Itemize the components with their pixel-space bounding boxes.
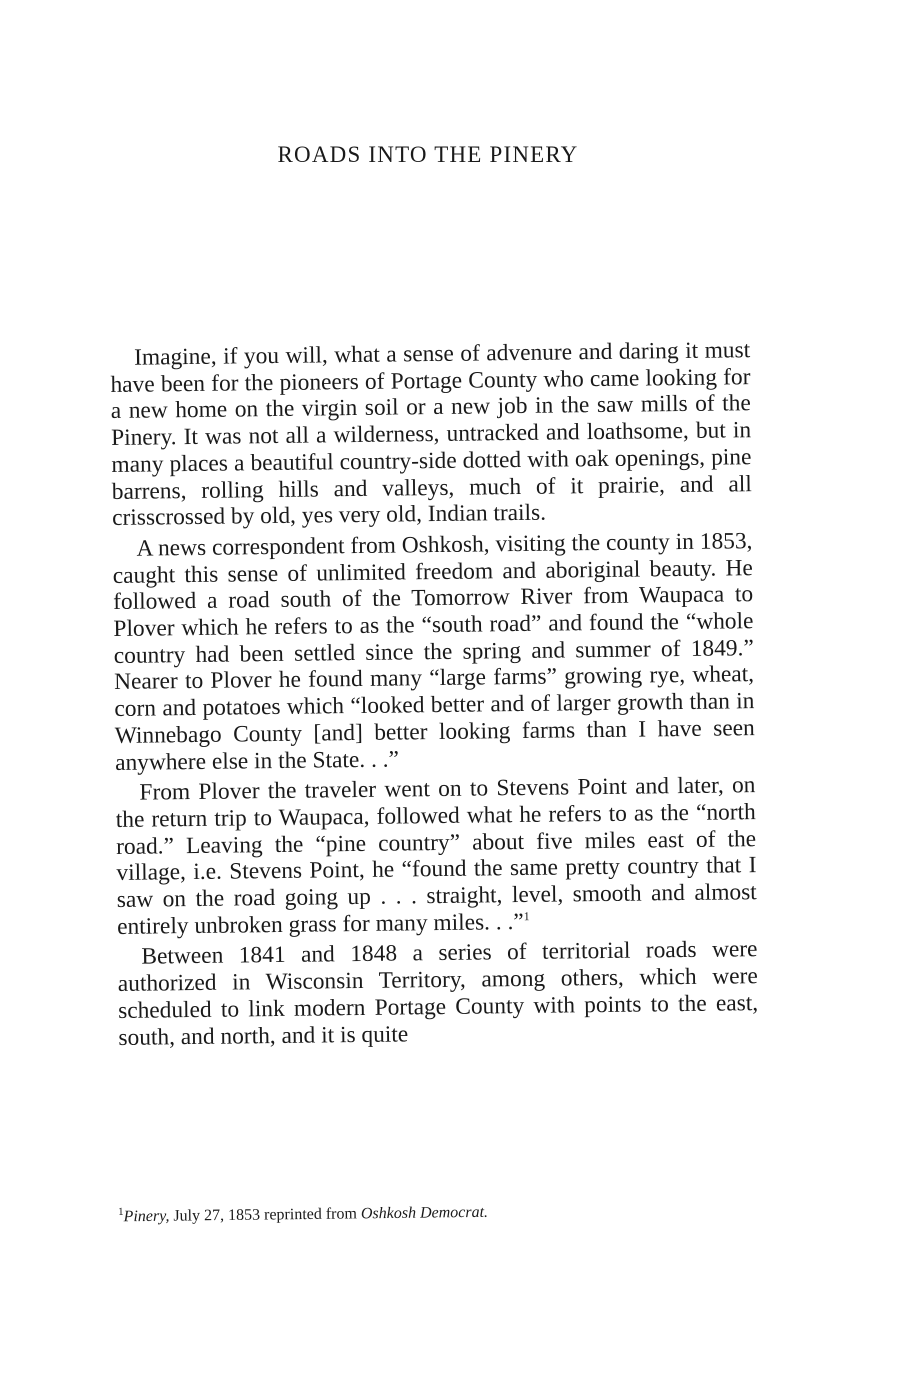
paragraph-4: Between 1841 and 1848 a series of territorial roads were authorized in Wisconsin Territory, among others, which were scheduled to link modern Portage County with points to the east, south, and north, and it is quite — [117, 936, 759, 1051]
footnote-publication: Oshkosh Democrat. — [360, 1203, 489, 1223]
footnote-mark: 1 — [118, 1205, 124, 1218]
paragraph-3 — [115, 772, 757, 940]
body-text — [110, 337, 759, 1055]
chapter-title: ROADS INTO THE PINERY — [277, 142, 579, 167]
paragraph-1: Imagine, if you will, what a sense of advenure and daring it must have been for the pioneers of Portage County who came looking for a new home on the virgin soil or a new job in the saw mills of the Pinery. It was not all a wilderness, untracked and loathsome, but in many places a beautiful country-side dotted with oak openings, pine barrens, rolling hills and valleys, much of it prairie, and all crisscrossed by old, yes very old, Indian trails. — [110, 337, 752, 532]
footnote-text: July 27, 1853 reprinted from — [173, 1205, 358, 1225]
paragraph-2: A news correspondent from Oshkosh, visiting the county in 1853, caught this sense of unlimited freedom and aboriginal beauty. He followed a road south of the Tomorrow River from Waupaca to Plover which he refers to as the “south road” and found the “whole country had been settled since the spring and summer of 1849.” Nearer to Plover he found many “large farms” growing rye, wheat, corn and potatoes which “looked better and of larger growth than in Winnebago County [and] better looking farms than I have seen anywhere else in the State. . .” — [112, 528, 755, 776]
footnote — [118, 1198, 738, 1226]
footnote-source: Pinery, — [123, 1207, 170, 1226]
footnote-reference: 1 — [523, 908, 530, 923]
paragraph-3-text: From Plover the traveler went on to Stevens Point and later, on the return trip to Waupaca, followed what he refers to as the “north road.” Leaving the “pine country” about five miles east of the village, i.e. Stevens Point, he “found the same pretty country that I saw on the road going up . . . straight, level, smooth and almost entirely unbroken grass for many miles. . .” — [115, 772, 757, 940]
